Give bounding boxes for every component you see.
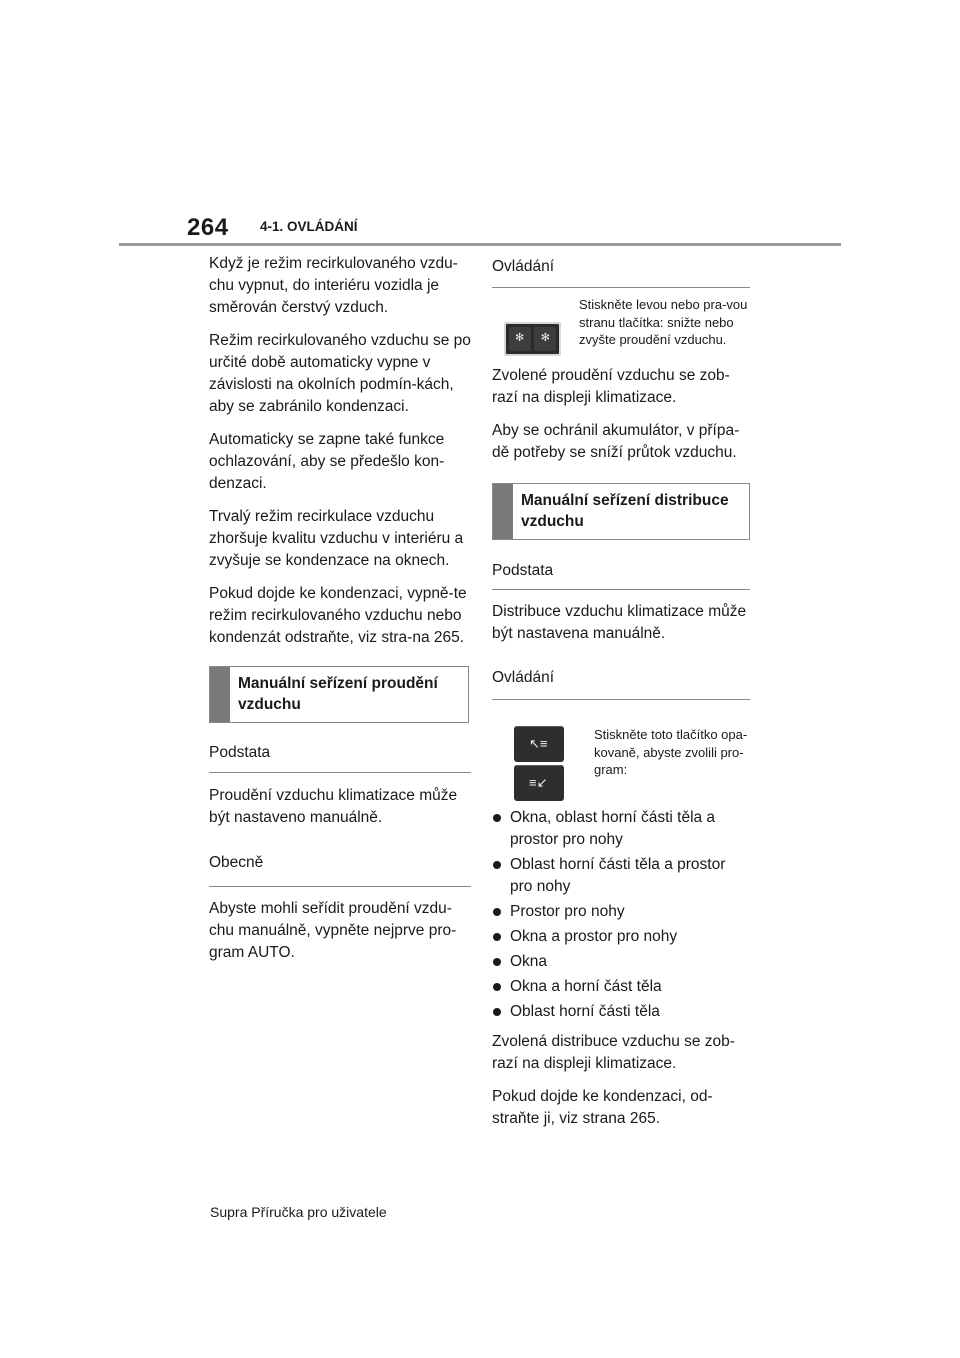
section-box-distribution [492, 483, 750, 540]
left-column [209, 253, 471, 975]
box-accent-bar [493, 484, 513, 539]
subhead-control: Ovládání [492, 253, 750, 288]
fan-button-icon: ✻ ✻ [504, 322, 561, 356]
header-divider [119, 243, 841, 246]
list-item: Okna a prostor pro nohy [492, 926, 750, 948]
paragraph: Pokud dojde ke kondenzaci, od-straňte ji, viz strana 265. [492, 1088, 713, 1127]
list-item: Okna a horní část těla [492, 976, 750, 998]
airflow-lower-icon: ≡↙ [514, 765, 564, 801]
right-column [492, 253, 750, 1141]
box-title: Manuální seřízení proudění vzduchu [238, 675, 438, 713]
paragraph: Automaticky se zapne také funkce ochlazování, aby se předešlo kon-denzaci. [209, 431, 445, 492]
paragraph: Distribuce vzduchu klimatizace může být nastavena manuálně. [492, 603, 747, 642]
paragraph: Když je režim recirkulovaného vzdu-chu vypnut, do interiéru vozidla je směrován čerstvý vzduch. [209, 255, 458, 316]
subhead-general: Obecně [209, 854, 471, 887]
subhead-basics: Podstata [209, 744, 471, 773]
section-title: 4-1. OVLÁDÁNÍ [260, 219, 358, 234]
subhead-basics: Podstata [492, 562, 750, 590]
control-caption: Stiskněte levou nebo pra-vou stranu tlačítka: snižte nebo zvyšte proudění vzduchu. [579, 297, 748, 347]
section-box-airflow [209, 666, 469, 723]
list-item: Okna [492, 951, 750, 973]
paragraph: Trvalý režim recirkulace vzduchu zhoršuje kvalitu vzduchu v interiéru a zvyšuje se kondenzace na oknech. [209, 508, 464, 569]
paragraph: Zvolená distribuce vzduchu se zob-razí na displeji klimatizace. [492, 1033, 735, 1072]
box-title: Manuální seřízení distribuce vzduchu [521, 492, 729, 530]
paragraph: Abyste mohli seřídit proudění vzdu-chu manuálně, vypněte nejprve pro-gram AUTO. [209, 900, 457, 961]
paragraph: Pokud dojde ke kondenzaci, vypně-te režim recirkulovaného vzduchu nebo kondenzát odstraňte, viz stra-na 265. [209, 585, 467, 646]
paragraph: Zvolené proudění vzduchu se zob-razí na displeji klimatizace. [492, 367, 730, 406]
control-caption: Stiskněte toto tlačítko opa-kovaně, abyste zvolili pro-gram: [594, 727, 748, 777]
airflow-upper-icon: ↖≡ [514, 726, 564, 762]
box-accent-bar [210, 667, 230, 722]
distribution-program-list [492, 807, 750, 1023]
paragraph: Režim recirkulovaného vzduchu se po určité době automaticky vypne v závislosti na okolních podmín-kách, aby se zabránilo kondenzaci. [209, 332, 471, 415]
paragraph: Proudění vzduchu klimatizace může být nastaveno manuálně. [209, 787, 458, 826]
footer-text: Supra Příručka pro uživatele [210, 1204, 387, 1220]
paragraph: Aby se ochránil akumulátor, v přípa-dě potřeby se sníží průtok vzduchu. [492, 422, 740, 461]
control-distribution [492, 726, 750, 801]
subhead-control: Ovládání [492, 669, 750, 700]
list-item: Oblast horní části těla [492, 1001, 750, 1023]
page-number: 264 [187, 214, 229, 241]
list-item: Okna, oblast horní části těla a prostor pro nohy [492, 807, 750, 851]
control-fan [492, 296, 750, 356]
list-item: Oblast horní části těla a prostor pro nohy [492, 854, 750, 898]
list-item: Prostor pro nohy [492, 901, 750, 923]
